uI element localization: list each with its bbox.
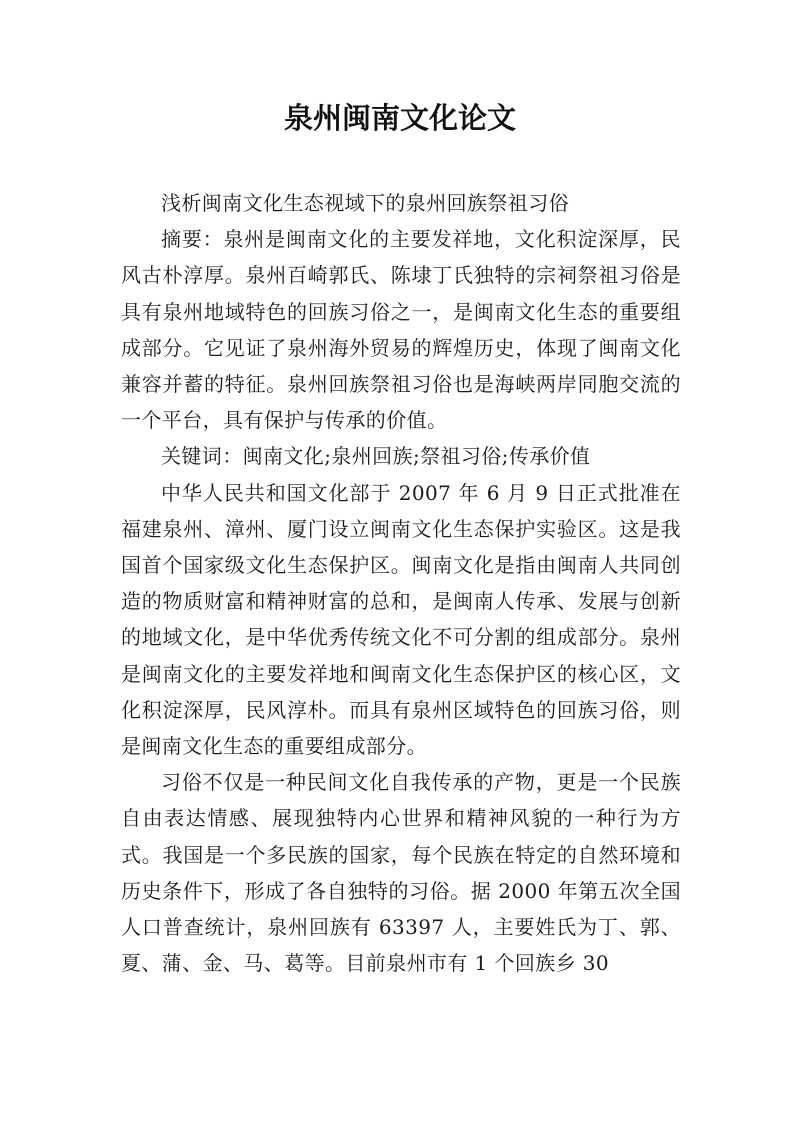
abstract-paragraph: 摘要：泉州是闽南文化的主要发祥地，文化积淀深厚，民风古朴淳厚。泉州百崎郭氏、陈埭丁氏独特的宗祠祭祖习俗是具有泉州地域特色的回族习俗之一，是闽南文化生态的重要组成部分。它见证了泉州海外贸易的辉煌历史，体现了闽南文化兼容并蓄的特征。泉州回族祭祖习俗也是海峡两岸同胞交流的一个平台，具有保护与传承的价值。 xyxy=(121,227,681,433)
document-body xyxy=(121,185,681,981)
article-subtitle: 浅析闽南文化生态视域下的泉州回族祭祖习俗 xyxy=(161,191,569,215)
body-paragraph: 习俗不仅是一种民间文化自我传承的产物，更是一个民族自由表达情感、展现独特内心世界和精神风貌的一种行为方式。我国是一个多民族的国家，每个民族在特定的自然环境和历史条件下，形成了各自独特的习俗。据 2000 年第五次全国人口普查统计，泉州回族有 63397 人，主要姓氏为丁、郭、夏、蒲、金、马、葛等。目前泉州市有 1 个回族乡 30 xyxy=(121,770,681,976)
keywords-paragraph: 关键词：闽南文化;泉州回族;祭祖习俗;传承价值 xyxy=(161,444,591,469)
document-title: 泉州闽南文化论文 xyxy=(283,101,516,135)
body-paragraph: 中华人民共和国文化部于 2007 年 6 月 9 日正式批准在福建泉州、漳州、厦门设立闽南文化生态保护实验区。这是我国首个国家级文化生态保护区。闽南文化是指由闽南人共同创造的物质财富和精神财富的总和，是闽南人传承、发展与创新的地域文化，是中华优秀传统文化不可分割的组成部分。泉州是闽南文化的主要发祥地和闽南文化生态保护区的核心区，文化积淀深厚，民风淳朴。而具有泉州区域特色的回族习俗，则是闽南文化生态的重要组成部分。 xyxy=(121,480,681,759)
